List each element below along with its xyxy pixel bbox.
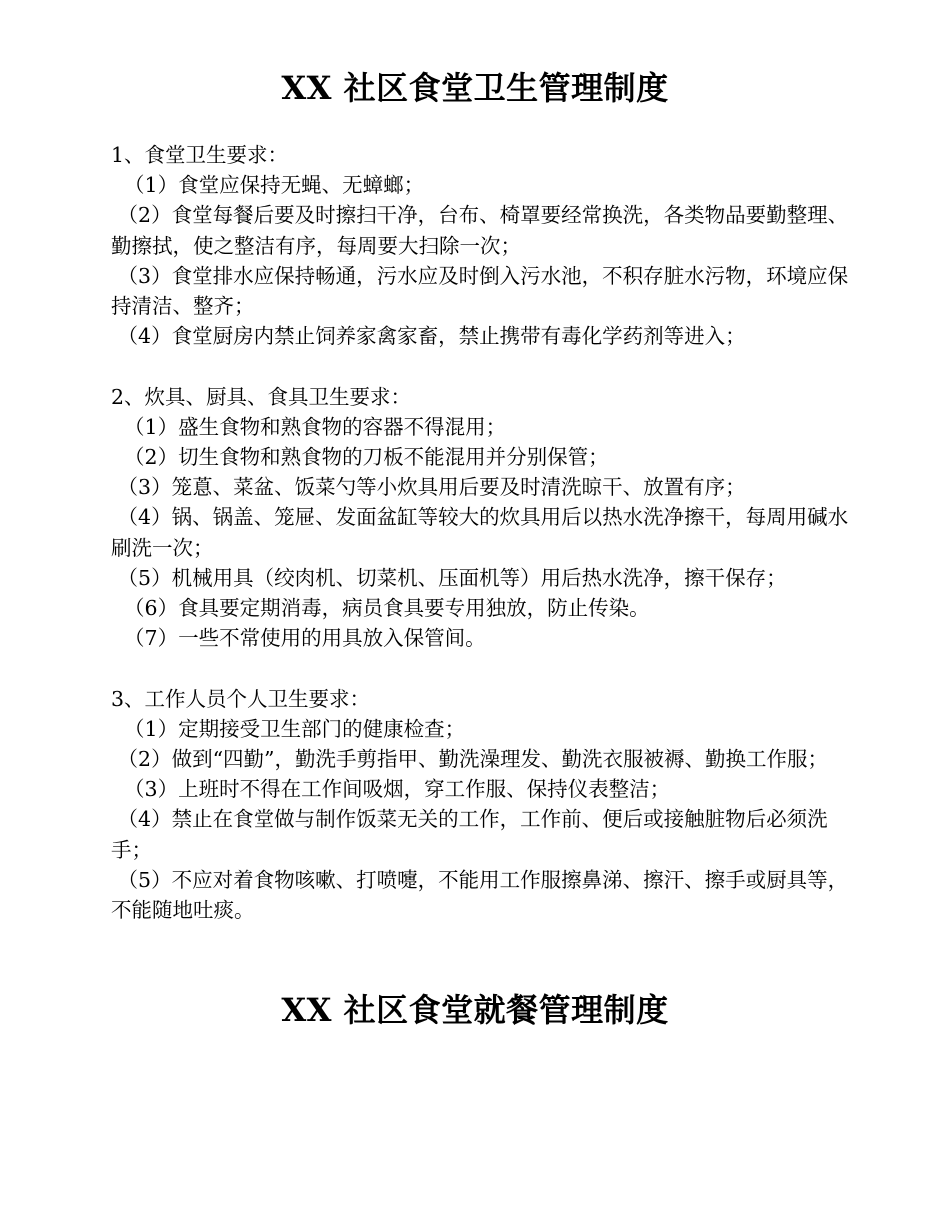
section-utensil-hygiene <box>111 382 851 654</box>
section-kitchen-hygiene <box>111 140 851 351</box>
section-spacer <box>111 351 851 381</box>
section-heading: 3、工作人员个人卫生要求： <box>111 686 371 711</box>
rule-item: （4）禁止在食堂做与制作饭菜无关的工作，工作前、便后或接触脏物后必须洗手； <box>111 807 828 862</box>
section-staff-hygiene <box>111 684 851 926</box>
section-heading: 2、炊具、厨具、食具卫生要求： <box>111 384 412 409</box>
rule-item: （2）切生食物和熟食物的刀板不能混用并分别保管； <box>124 445 609 470</box>
document-title-hygiene: XX 社区食堂卫生管理制度 <box>281 69 669 107</box>
hygiene-rules-body <box>111 140 851 925</box>
section-heading: 1、食堂卫生要求： <box>111 143 289 167</box>
rule-item: （1）定期接受卫生部门的健康检查； <box>124 716 466 741</box>
document-title-dining: XX 社区食堂就餐管理制度 <box>281 991 669 1029</box>
section-spacer <box>111 653 851 683</box>
rule-item: （2）做到“四勤”，勤洗手剪指甲、勤洗澡理发、勤洗衣服被褥、勤换工作服； <box>117 747 829 772</box>
rule-item: （1）盛生食物和熟食物的容器不得混用； <box>124 414 507 439</box>
rule-item: （3）食堂排水应保持畅通，污水应及时倒入污水池，不积存脏水污物，环境应保持清洁、整齐； <box>111 263 849 319</box>
rule-item: （4）锅、锅盖、笼屉、发面盆缸等较大的炊具用后以热水洗净擦干，每周用碱水刷洗一次； <box>111 505 849 560</box>
rule-item: （1）食堂应保持无蝇、无蟑螂； <box>124 173 425 198</box>
rule-item: （2）食堂每餐后要及时擦扫干净，台布、椅罩要经常换洗，各类物品要勤整理、勤擦拭，使之整洁有序，每周要大扫除一次； <box>111 203 849 258</box>
rule-item: （5）机械用具（绞肉机、切菜机、压面机等）用后热水洗净，擦干保存； <box>117 565 787 590</box>
rule-item: （3）上班时不得在工作间吸烟，穿工作服、保持仪表整洁； <box>124 777 671 802</box>
rule-item: （6）食具要定期消毒，病员食具要专用独放，防止传染。 <box>124 596 650 621</box>
rule-item: （3）笼蒠、菜盆、饭菜勺等小炊具用后要及时清洗晾干、放置有序； <box>117 475 746 500</box>
rule-item: （5）不应对着食物咳嗽、打喷嚏，不能用工作服擦鼻涕、擦汗、擦手或厨具等，不能随地吐痰。 <box>111 867 849 923</box>
rule-item: （4）食堂厨房内禁止饲养家禽家畜，禁止携带有毒化学药剂等进入； <box>117 324 746 349</box>
rule-item: （7）一些不常使用的用具放入保管间。 <box>124 626 486 651</box>
